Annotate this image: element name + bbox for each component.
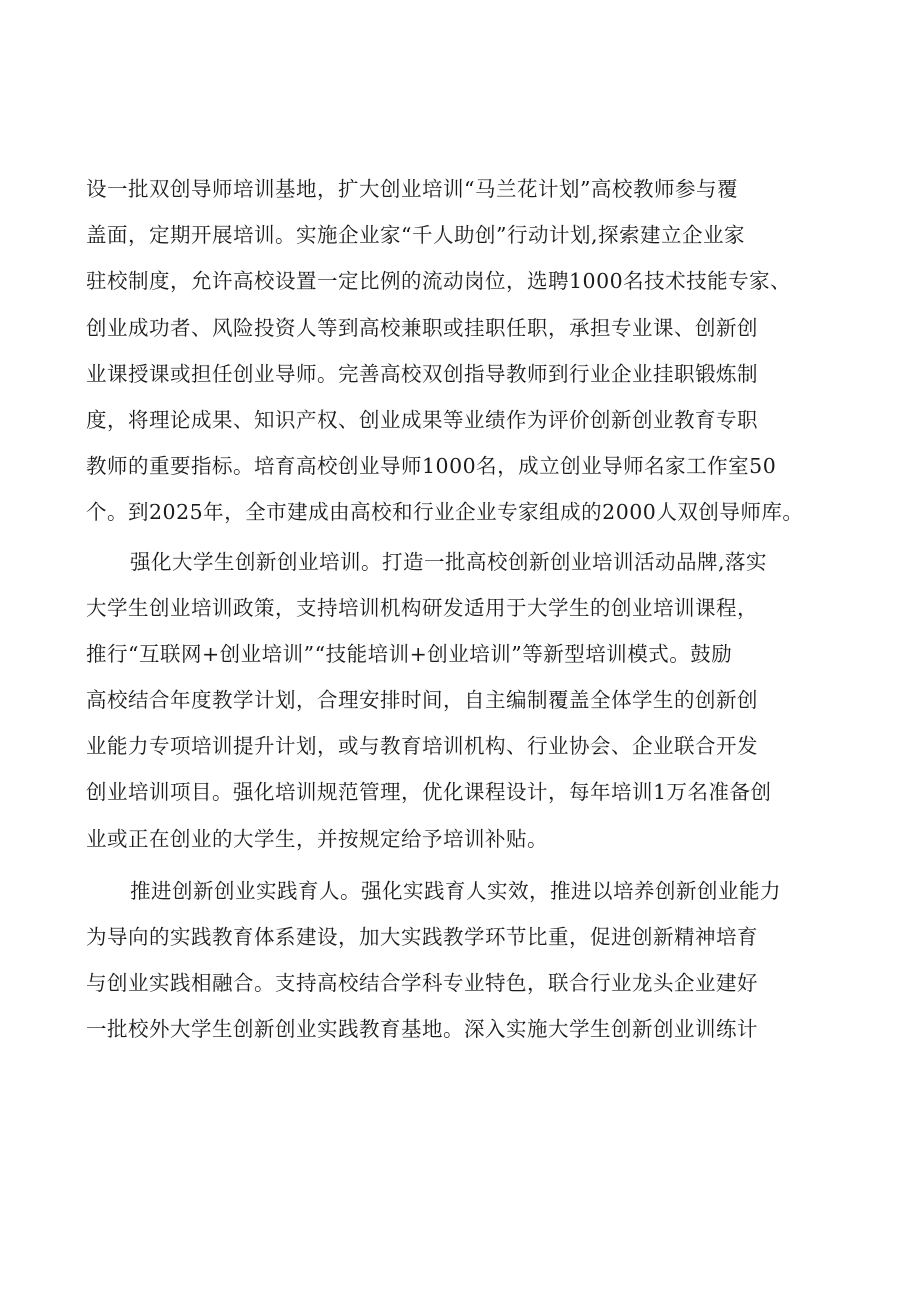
text-line: 为导向的实践教育体系建设，加大实践教学环节比重，促进创新精神培育 bbox=[86, 925, 758, 949]
text-line: 一批校外大学生创新创业实践教育基地。深入实施大学生创新创业训练计 bbox=[86, 1017, 758, 1042]
text-line: 驻校制度，允许高校设置一定比例的流动岗位，选聘1000名技术技能专家、 bbox=[86, 269, 792, 294]
text-line: 推进创新创业实践育人。强化实践育人实效，推进以培养创新创业能力 bbox=[130, 878, 781, 903]
text-line: 与创业实践相融合。支持高校结合学科专业特色，联合行业龙头企业建好 bbox=[86, 971, 758, 996]
text-line: 业能力专项培训提升计划，或与教育培训机构、行业协会、企业联合开发 bbox=[86, 734, 758, 759]
paragraph-student-training bbox=[86, 539, 848, 862]
text-line: 个。到2025年，全市建成由高校和行业企业专家组成的2000人双创导师库。 bbox=[86, 500, 804, 525]
paragraph-dual-mentor-team bbox=[86, 166, 848, 536]
text-line: 创业培训项目。强化培训规范管理，优化课程设计，每年培训1万名准备创 bbox=[86, 780, 772, 805]
text-line: 盖面，定期开展培训。实施企业家“千人助创”行动计划,探索建立企业家 bbox=[86, 223, 745, 248]
text-line: 大学生创业培训政策，支持培训机构研发适用于大学生的创业培训课程， bbox=[86, 595, 758, 620]
text-line: 设一批双创导师培训基地，扩大创业培训“马兰花计划”高校教师参与覆 bbox=[86, 177, 738, 201]
paragraph-practice-education bbox=[86, 868, 848, 1053]
text-line: 业课授课或担任创业导师。完善高校双创指导教师到行业企业挂职锻炼制 bbox=[86, 361, 758, 386]
text-line: 创业成功者、风险投资人等到高校兼职或挂职任职，承担专业课、创新创 bbox=[86, 315, 758, 340]
text-line: 业或正在创业的大学生，并按规定给予培训补贴。 bbox=[86, 826, 548, 851]
text-line: 教师的重要指标。培育高校创业导师1000名，成立创业导师名家工作室50 bbox=[86, 454, 777, 479]
text-line: 度，将理论成果、知识产权、创业成果等业绩作为评价创新创业教育专职 bbox=[86, 407, 758, 432]
text-line: 推行“互联网+创业培训”“技能培训+创业培训”等新型培训模式。鼓励 bbox=[86, 641, 733, 666]
text-line: 强化大学生创新创业培训。打造一批高校创新创业培训活动品牌,落实 bbox=[130, 549, 768, 574]
document-body bbox=[86, 166, 848, 1053]
text-line: 高校结合年度教学计划，合理安排时间，自主编制覆盖全体学生的创新创 bbox=[86, 688, 758, 713]
